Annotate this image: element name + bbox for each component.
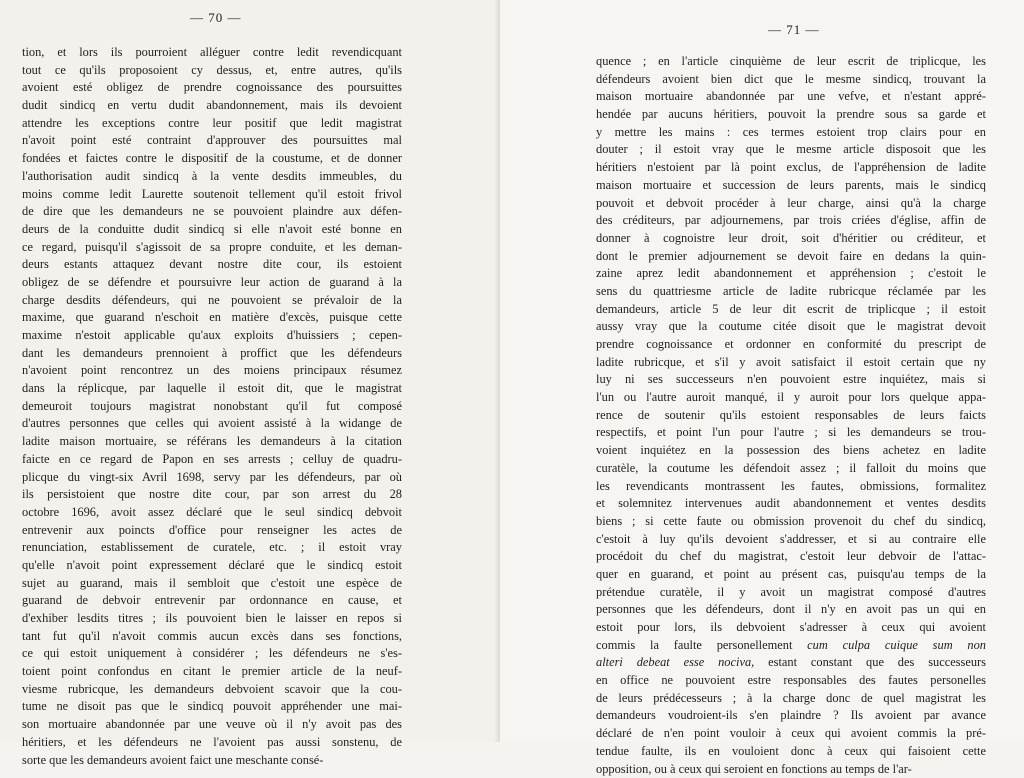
text-line: n'avoit point esté contraint d'approuver des poursuittes mal	[22, 132, 402, 150]
right-page	[500, 0, 1024, 742]
text-line: l'un ou l'autre auroit manqué, il y auroit pour lors quelque appa-	[596, 389, 986, 407]
page-text	[22, 44, 402, 769]
text-line: quence ; en l'article cinquième de leur escrit de triplicque, les	[596, 53, 986, 71]
text-line: dant les demandeurs prennoient à proffict que les défendeurs	[22, 345, 402, 363]
text-line: respectifs, et point l'un pour l'autre ; si les demandeurs se trou-	[596, 424, 986, 442]
text-line: dont le premier adjournement se devoit faire en dedans la quin-	[596, 248, 986, 266]
text-line: prétendue curatèle, il y avoit un magistrat composé d'autres	[596, 584, 986, 602]
text-line: estoit pour lors, ils debvoient s'adresser à ceux qui avoient	[596, 619, 986, 637]
text-line: faicte en ce regard de Papon en ses arrests ; celluy de quadru-	[22, 451, 402, 469]
text-line: prendre cognoissance et ordonner en conformité du prescript de	[596, 336, 986, 354]
text-line: qu'elle n'avoit point expressement déclaré que le sindicq estoit	[22, 557, 402, 575]
text-line: personnes que les défendeurs, dont il n'y en avoit pas un qui en	[596, 601, 986, 619]
text-line: moins comme ledit Laurette soutenoit tellement qu'il estoit frivol	[22, 186, 402, 204]
left-page	[0, 0, 500, 742]
text-line: attendre les exceptions contre leur positif que ledit magistrat	[22, 115, 402, 133]
page-number: — 71 —	[768, 22, 820, 38]
text-line: hendée par aucuns héritiers, pouvoit la prendre sous sa garde et	[596, 106, 986, 124]
text-line: les revendicants montrassent les fautes, obmissions, formalitez	[596, 478, 986, 496]
text-line: guarand de debvoir entrevenir par ordonnance en cause, et	[22, 592, 402, 610]
text-line: curatèle, la coutume les défendoit assez ; il falloit du moins que	[596, 460, 986, 478]
text-line: de leurs prédécesseurs ; à la charge donc de quel magistrat les	[596, 690, 986, 708]
text-line: et solemnitez intervenues audit abandonnement et ventes desdits	[596, 495, 986, 513]
text-line: octobre 1696, avoit assez déclaré que le seul sindicq debvoit	[22, 504, 402, 522]
text-line: de dire que les demandeurs ne se pouvoient plaindre aux défen-	[22, 203, 402, 221]
text-line: d'exhiber lesdits titres ; ils pouvoient bien le laisser en repos si	[22, 610, 402, 628]
text-segment: commis la faulte personellement	[596, 638, 792, 652]
text-line: aussy vray que la coutume citée disoit que le magistrat devoit	[596, 318, 986, 336]
text-line: ce qui estoit uniquement à considérer ; les défendeurs ne s'es-	[22, 645, 402, 663]
text-line: y mettre les mains : ces termes estoient trop clairs pour en	[596, 124, 986, 142]
text-line: luy ni ses successeurs n'en pouvoient estre inquiétez, mais si	[596, 371, 986, 389]
text-line: demandeurs, article 5 de leur dit escrit de triplicque ; il estoit	[596, 301, 986, 319]
text-line: c'estoit à luy qu'ils devoient s'addresser, et si au contraire elle	[596, 531, 986, 549]
text-line: dudit sindicq en vertu dudit abandonnement, mais ils devoient	[22, 97, 402, 115]
text-line: héritiers, et les défendeurs ne l'avoient pas aussi sonstenu, de	[22, 734, 402, 752]
text-line: ladite rubricque, et s'il y avoit satisfaict il estoit certain que ny	[596, 354, 986, 372]
page-number: — 70 —	[190, 10, 242, 26]
text-line: demandeurs voudroient-ils s'en plaindre ? Ils avoient par avance	[596, 707, 986, 725]
text-line: biens ; si cette faute ou obmission provenoit du chef du sindicq,	[596, 513, 986, 531]
text-line: renunciation, establissement de curatele, etc. ; il estoit vray	[22, 539, 402, 557]
text-line: tume ne disoit pas que le sindicq pouvoit appréhender une mai-	[22, 698, 402, 716]
text-line: viesme rubricque, les demandeurs debvoient scavoir que la cou-	[22, 681, 402, 699]
text-line: plicque du vingt-six Avril 1698, servy par les défendeurs, par où	[22, 469, 402, 487]
text-line	[596, 637, 986, 655]
text-line: ils persistoient que nostre dite cour, par son arrest du 28	[22, 486, 402, 504]
latin-phrase: cum culpa cuique sum non	[807, 638, 986, 652]
text-line: quer en guarand, et point au présent cas, puisqu'au temps de la	[596, 566, 986, 584]
text-line: donner à cognoistre leur droit, soit d'héritier ou créditeur, et	[596, 230, 986, 248]
text-line: toient point confondus en citant le premier article de la neuf-	[22, 663, 402, 681]
text-line: défendeurs avoient bien dict que le mesme sindicq, trouvant la	[596, 71, 986, 89]
text-line: sorte que les demandeurs avoient faict une meschante consé-	[22, 752, 402, 770]
text-line: fondées et faictes contre le dispositif de la coustume, et de donner	[22, 150, 402, 168]
text-line: sujet au guarand, mais il sembloit que c'estoit une espèce de	[22, 575, 402, 593]
text-line: tion, et lors ils pourroient alléguer contre ledit revendicquant	[22, 44, 402, 62]
text-line: son mortuaire abandonnée par une veuve où il n'y avoit pas des	[22, 716, 402, 734]
text-line	[596, 654, 986, 672]
text-line: avoient esté obligez de prendre cognoissance des poursuittes	[22, 79, 402, 97]
text-line: voient inquiétez en la possession des biens achetez en ladite	[596, 442, 986, 460]
text-line: maison mortuaire abandonnée par une vefve, et n'estant appré-	[596, 88, 986, 106]
text-line: héritiers n'estoient par là point exclus, de l'appréhension de ladite	[596, 159, 986, 177]
text-line: n'avoient point rencontrez un des moiens principaux résumez	[22, 362, 402, 380]
text-line: d'autres personnes que celles qui avoient assisté à la widange de	[22, 415, 402, 433]
text-line: demeuroit toujours magistrat nonobstant qu'il fut composé	[22, 398, 402, 416]
text-line: tout ce qu'ils proposoient cy dessus, et, entre autres, qu'ils	[22, 62, 402, 80]
text-line: l'authorisation audit sindicq à la vente desdits immeubles, du	[22, 168, 402, 186]
text-line: des créditeurs, par adjournemens, par trois criées d'église, affin de	[596, 212, 986, 230]
text-line: en office ne pouvoient estre responsables des fautes personelles	[596, 672, 986, 690]
text-line: maxime n'estoit applicable qu'aux exploits d'huissiers ; cepen-	[22, 327, 402, 345]
text-segment: estant constant que des successeurs	[768, 655, 986, 669]
text-line: sens du quattriesme article de ladite rubricque réclamée par les	[596, 283, 986, 301]
text-line: deurs de la conduitte dudit sindicq si elle n'avoit esté bonne en	[22, 221, 402, 239]
text-line: dans la réplicque, par laquelle il estoit dit, que le magistrat	[22, 380, 402, 398]
text-line: zaine aprez ledit abandonnement et appréhension ; c'estoit le	[596, 265, 986, 283]
text-line: rence de soutenir qu'ils estoient responsables de leurs faicts	[596, 407, 986, 425]
text-line: douter ; il estoit vray que le mesme article disposoit que les	[596, 141, 986, 159]
text-line: maison mortuaire et succession de leurs parents, mais le sindicq	[596, 177, 986, 195]
text-line: ce regard, puisqu'il s'agissoit de sa propre conduite, et les deman-	[22, 239, 402, 257]
text-line: procédoit du chef du magistrat, c'estoit leur debvoir de l'attac-	[596, 548, 986, 566]
text-line: ladite maison mortuaire, se référans les demandeurs à la citation	[22, 433, 402, 451]
text-line: charge desdits défendeurs, qui ne pouvoient se prévaloir de la	[22, 292, 402, 310]
text-line: tant fut qu'il n'avoit commis aucun excès dans ses fonctions,	[22, 628, 402, 646]
text-line: deurs estants attaquez devant nostre dite cour, ils estoient	[22, 256, 402, 274]
page-text	[596, 53, 986, 778]
text-line: maxime, que guarand n'eschoit en matière d'excès, puisque cette	[22, 309, 402, 327]
latin-phrase: alteri debeat esse nociva,	[596, 655, 754, 669]
text-line: déclaré de n'en point vouloir à ceux qui avoient commis la pré-	[596, 725, 986, 743]
text-line: tendue faulte, ils en vouloient donc à ceux qui faisoient cette	[596, 743, 986, 761]
text-line: obligez de se défendre et poursuivre leur action de guarand à la	[22, 274, 402, 292]
text-line: entrevenir aux poincts d'office pour renseigner les actes de	[22, 522, 402, 540]
text-line: opposition, ou à ceux qui seroient en fonctions au temps de l'ar-	[596, 761, 986, 778]
text-line: pouvoit et debvoit procéder à leur charge, ainsi qu'à la charge	[596, 195, 986, 213]
